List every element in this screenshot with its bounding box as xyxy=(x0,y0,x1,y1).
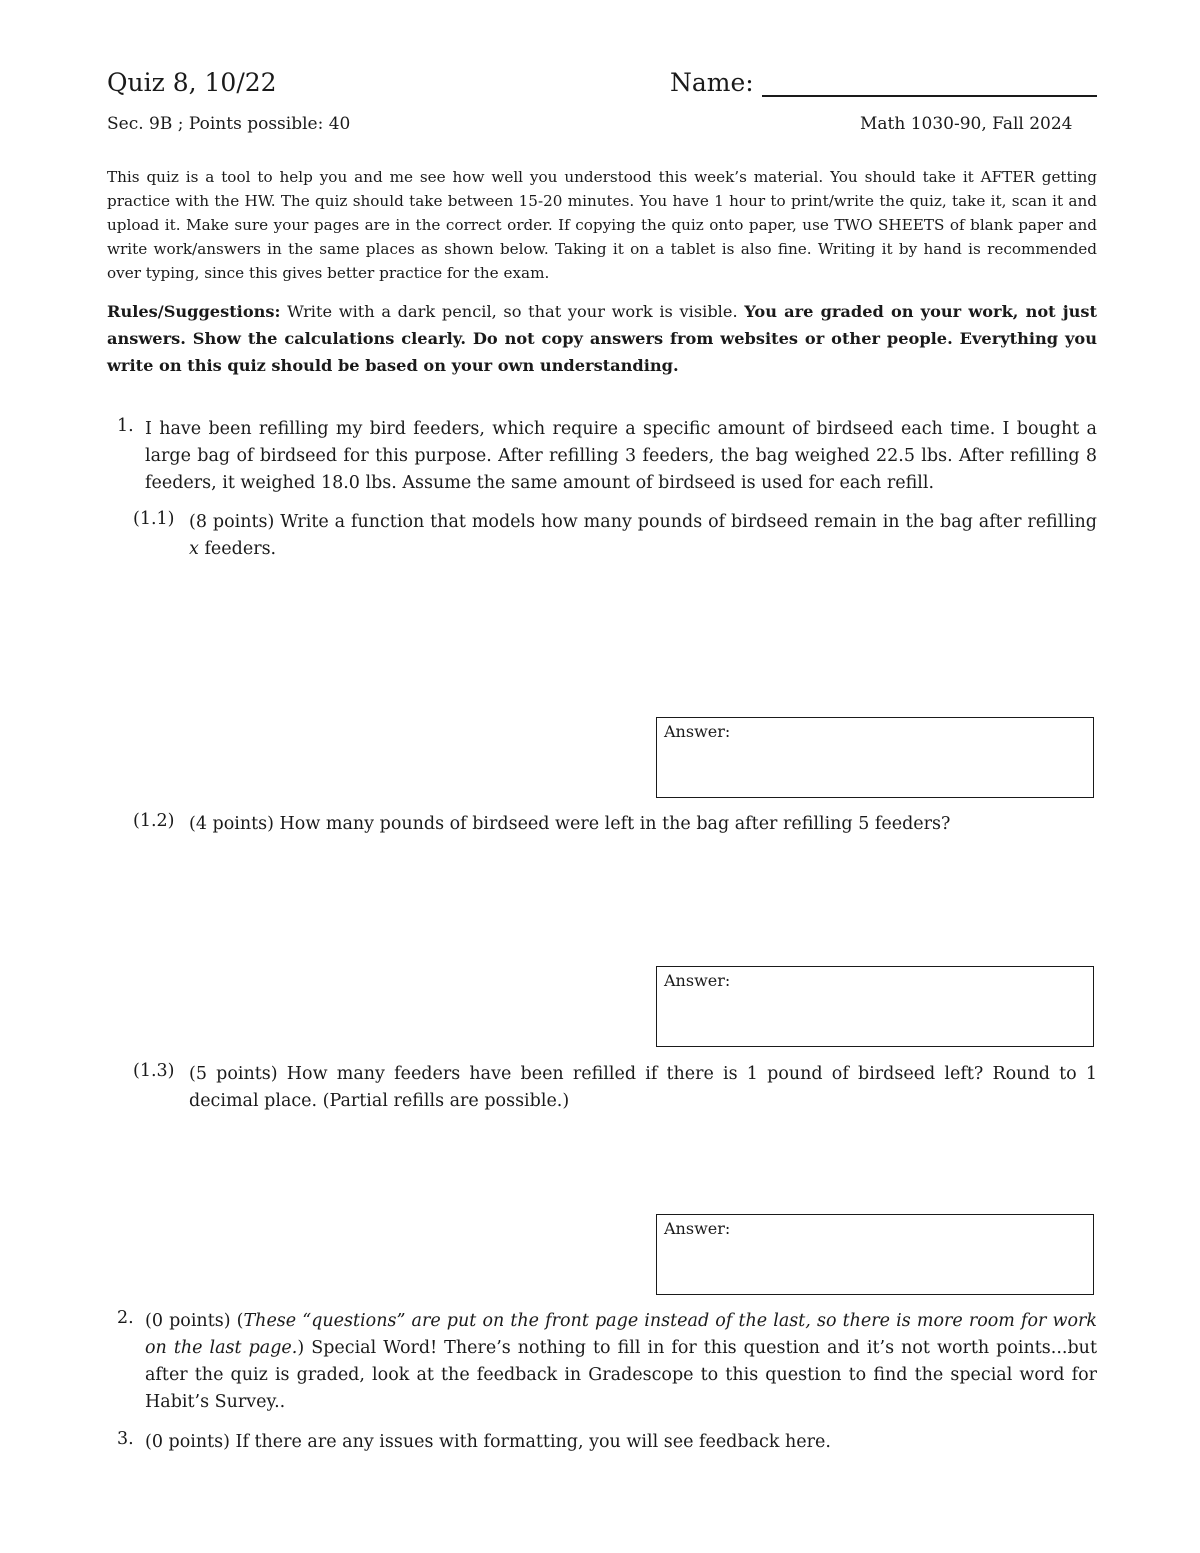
part-1-1-number: (1.1) xyxy=(133,509,175,529)
rules-bold-text: You are graded on your work, not just answers. Show the calculations clearly. Do not copy answers from websites or other people. Everything you write on this quiz should be based on your own understanding. xyxy=(107,302,1097,375)
part-1-1-variable: x xyxy=(189,539,199,559)
part-1-1-text xyxy=(189,509,1097,563)
part-1-3-text: (5 points) How many feeders have been refilled if there is 1 pound of birdseed left? Round to 1 decimal place. (Partial refills are possible.) xyxy=(189,1064,1097,1111)
answer-box-1-3[interactable] xyxy=(656,1214,1094,1295)
name-blank-line xyxy=(762,95,1097,97)
answer-box-1-1[interactable] xyxy=(656,717,1094,798)
rules-text: Write with a dark pencil, so that your work is visible. xyxy=(287,302,738,321)
question-2-points: (0 points) ( xyxy=(145,1311,244,1331)
course-info: Math 1030-90, Fall 2024 xyxy=(860,114,1073,134)
question-1-text: I have been refilling my bird feeders, which require a specific amount of birdseed each time. I bought a large bag of birdseed for this purpose. After refilling 3 feeders, the bag weighed 22.5 lbs. After refilling 8 feeders, it weighed 18.0 lbs. Assume the same amount of birdseed is used for each refill. xyxy=(145,419,1097,493)
part-1-1-text-after: feeders. xyxy=(204,539,277,559)
name-label: Name: xyxy=(670,68,754,97)
answer-label: Answer: xyxy=(664,1219,731,1238)
part-1-3-number: (1.3) xyxy=(133,1061,175,1081)
section-points: Sec. 9B ; Points possible: 40 xyxy=(107,114,351,134)
question-2-italic-note: These “questions” are put on the front page instead of the last, so there is more room for work on the last page. xyxy=(145,1311,1097,1358)
answer-label: Answer: xyxy=(664,722,731,741)
answer-label: Answer: xyxy=(664,971,731,990)
question-2-number: 2. xyxy=(117,1308,134,1328)
part-1-2-text: (4 points) How many pounds of birdseed were left in the bag after refilling 5 feeders? xyxy=(189,814,951,834)
part-1-1-text-before: (8 points) Write a function that models how many pounds of birdseed remain in the bag after refilling xyxy=(189,512,1097,532)
question-2-rest: ) Special Word! There’s nothing to fill in for this question and it’s not worth points...but after the quiz is graded, look at the feedback in Gradescope to this question to find the special word for Habit’s Survey.. xyxy=(145,1338,1097,1412)
intro-paragraph: This quiz is a tool to help you and me see how well you understood this week’s material. You should take it AFTER getting practice with the HW. The quiz should take between 15-20 minutes. You have 1 hour to print/write the quiz, take it, scan it and upload it. Make sure your pages are in the correct order. If copying the quiz onto paper, use TWO SHEETS of blank paper and write work/answers in the same places as shown below. Taking it on a tablet is also fine. Writing it by hand is recommended over typing, since this gives better practice for the exam. xyxy=(107,168,1097,282)
answer-box-1-2[interactable] xyxy=(656,966,1094,1047)
rules-label: Rules/Suggestions: xyxy=(107,302,281,321)
part-1-2-number: (1.2) xyxy=(133,811,175,831)
question-3-text: (0 points) If there are any issues with formatting, you will see feedback here. xyxy=(145,1432,831,1452)
question-2-text xyxy=(145,1308,1097,1416)
quiz-title: Quiz 8, 10/22 xyxy=(107,68,277,97)
question-3-number: 3. xyxy=(117,1429,134,1449)
rules-paragraph xyxy=(107,298,1097,379)
question-1-number: 1. xyxy=(117,416,134,436)
